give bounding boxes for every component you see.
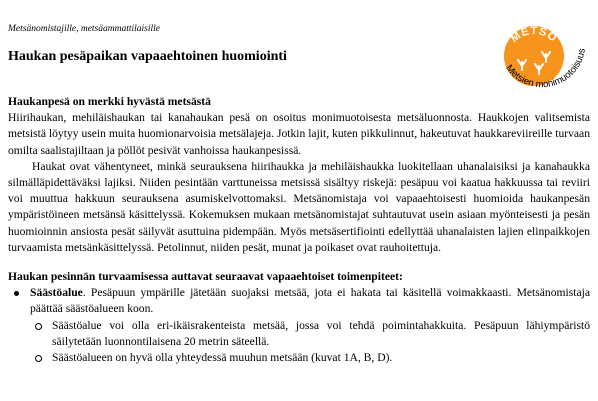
logo-tagline: Metsien monimuotoisuus <box>503 47 588 91</box>
section-heading-haukanpesa: Haukanpesä on merkki hyvästä metsästä <box>8 95 211 108</box>
sub-list-item: Säästöalueen on hyvä olla yhteydessä muuhun metsään (kuvat 1A, B, D). <box>30 350 590 366</box>
paragraph-intro: Hiirihaukan, mehiläishaukan tai kanahaukan pesä on osoitus monimuotoisesta metsäluonnosta. Haukkojen valitsemista metsistä löytyy usein muita huomionarvoisia metsälajeja. Jotkin lajit, kuten pikkulinnut, hakeutuvat haukkareviireille turvaan omilta saalistajiltaan ja pöllöt pesivät vanhoissa haukanpesissä. <box>8 111 590 157</box>
document-body <box>8 94 590 366</box>
page-title: Haukan pesäpaikan vapaaehtoinen huomiointi <box>8 49 287 64</box>
logo-wordmark: METSO <box>508 24 560 45</box>
sub-list-item: Säästöalue voi olla eri-ikäisrakenteista metsää, jossa voi tehdä poimintahakkuita. Pesäpuun lähiympäristö säilytetään luonnontilaisena 20 metrin säteellä. <box>30 318 590 350</box>
list-item-text: . Pesäpuun ympärille jätetään suojaksi metsää, jota ei hakata tai käsitellä voimakkaasti. Metsänomistaja päättää säästöalueen koon. <box>30 286 590 316</box>
list-item-term: Säästöalue <box>30 286 83 300</box>
paragraph-threats: Haukat ovat vähentyneet, minkä seurauksena hiirihaukka ja mehiläishaukka luokitellaan uhanalaisiksi ja kanahaukka silmälläpidettäväksi lajiksi. Niiden pesintään varttuneissa metsissä sisältyy riskejä: pesäpuu voi kaatua hakkuussa tai reviiri voi muuttua hakkuun seurauksena asumiskelvottomaksi. Metsänomistaja voi vapaaehtoisesti huomioida haukanpesän ympäristöineen metsänsä käsittelyssä. Kokemuksen mukaan metsänomistajat suhtautuvat usein asiaan myönteisesti ja pesän huomioinnin ansiosta pesät säilyvät asuttuina pidempään. Myös metsäsertifiointi edellyttää uhanalaisten lajien elinpaikkojen turvaamista metsänkäsittelyssä. Petolinnut, niiden pesät, munat ja poikaset ovat rauhoitettuja. <box>8 159 590 254</box>
list-item <box>8 285 590 366</box>
audience-line: Metsänomistajille, metsäammattilaisille <box>8 24 160 34</box>
section-heading-toimenpiteet: Haukan pesinnän turvaamisessa auttavat seuraavat vapaaehtoiset toimenpiteet: <box>8 270 403 284</box>
measures-list <box>8 285 590 366</box>
sub-list <box>30 318 590 367</box>
